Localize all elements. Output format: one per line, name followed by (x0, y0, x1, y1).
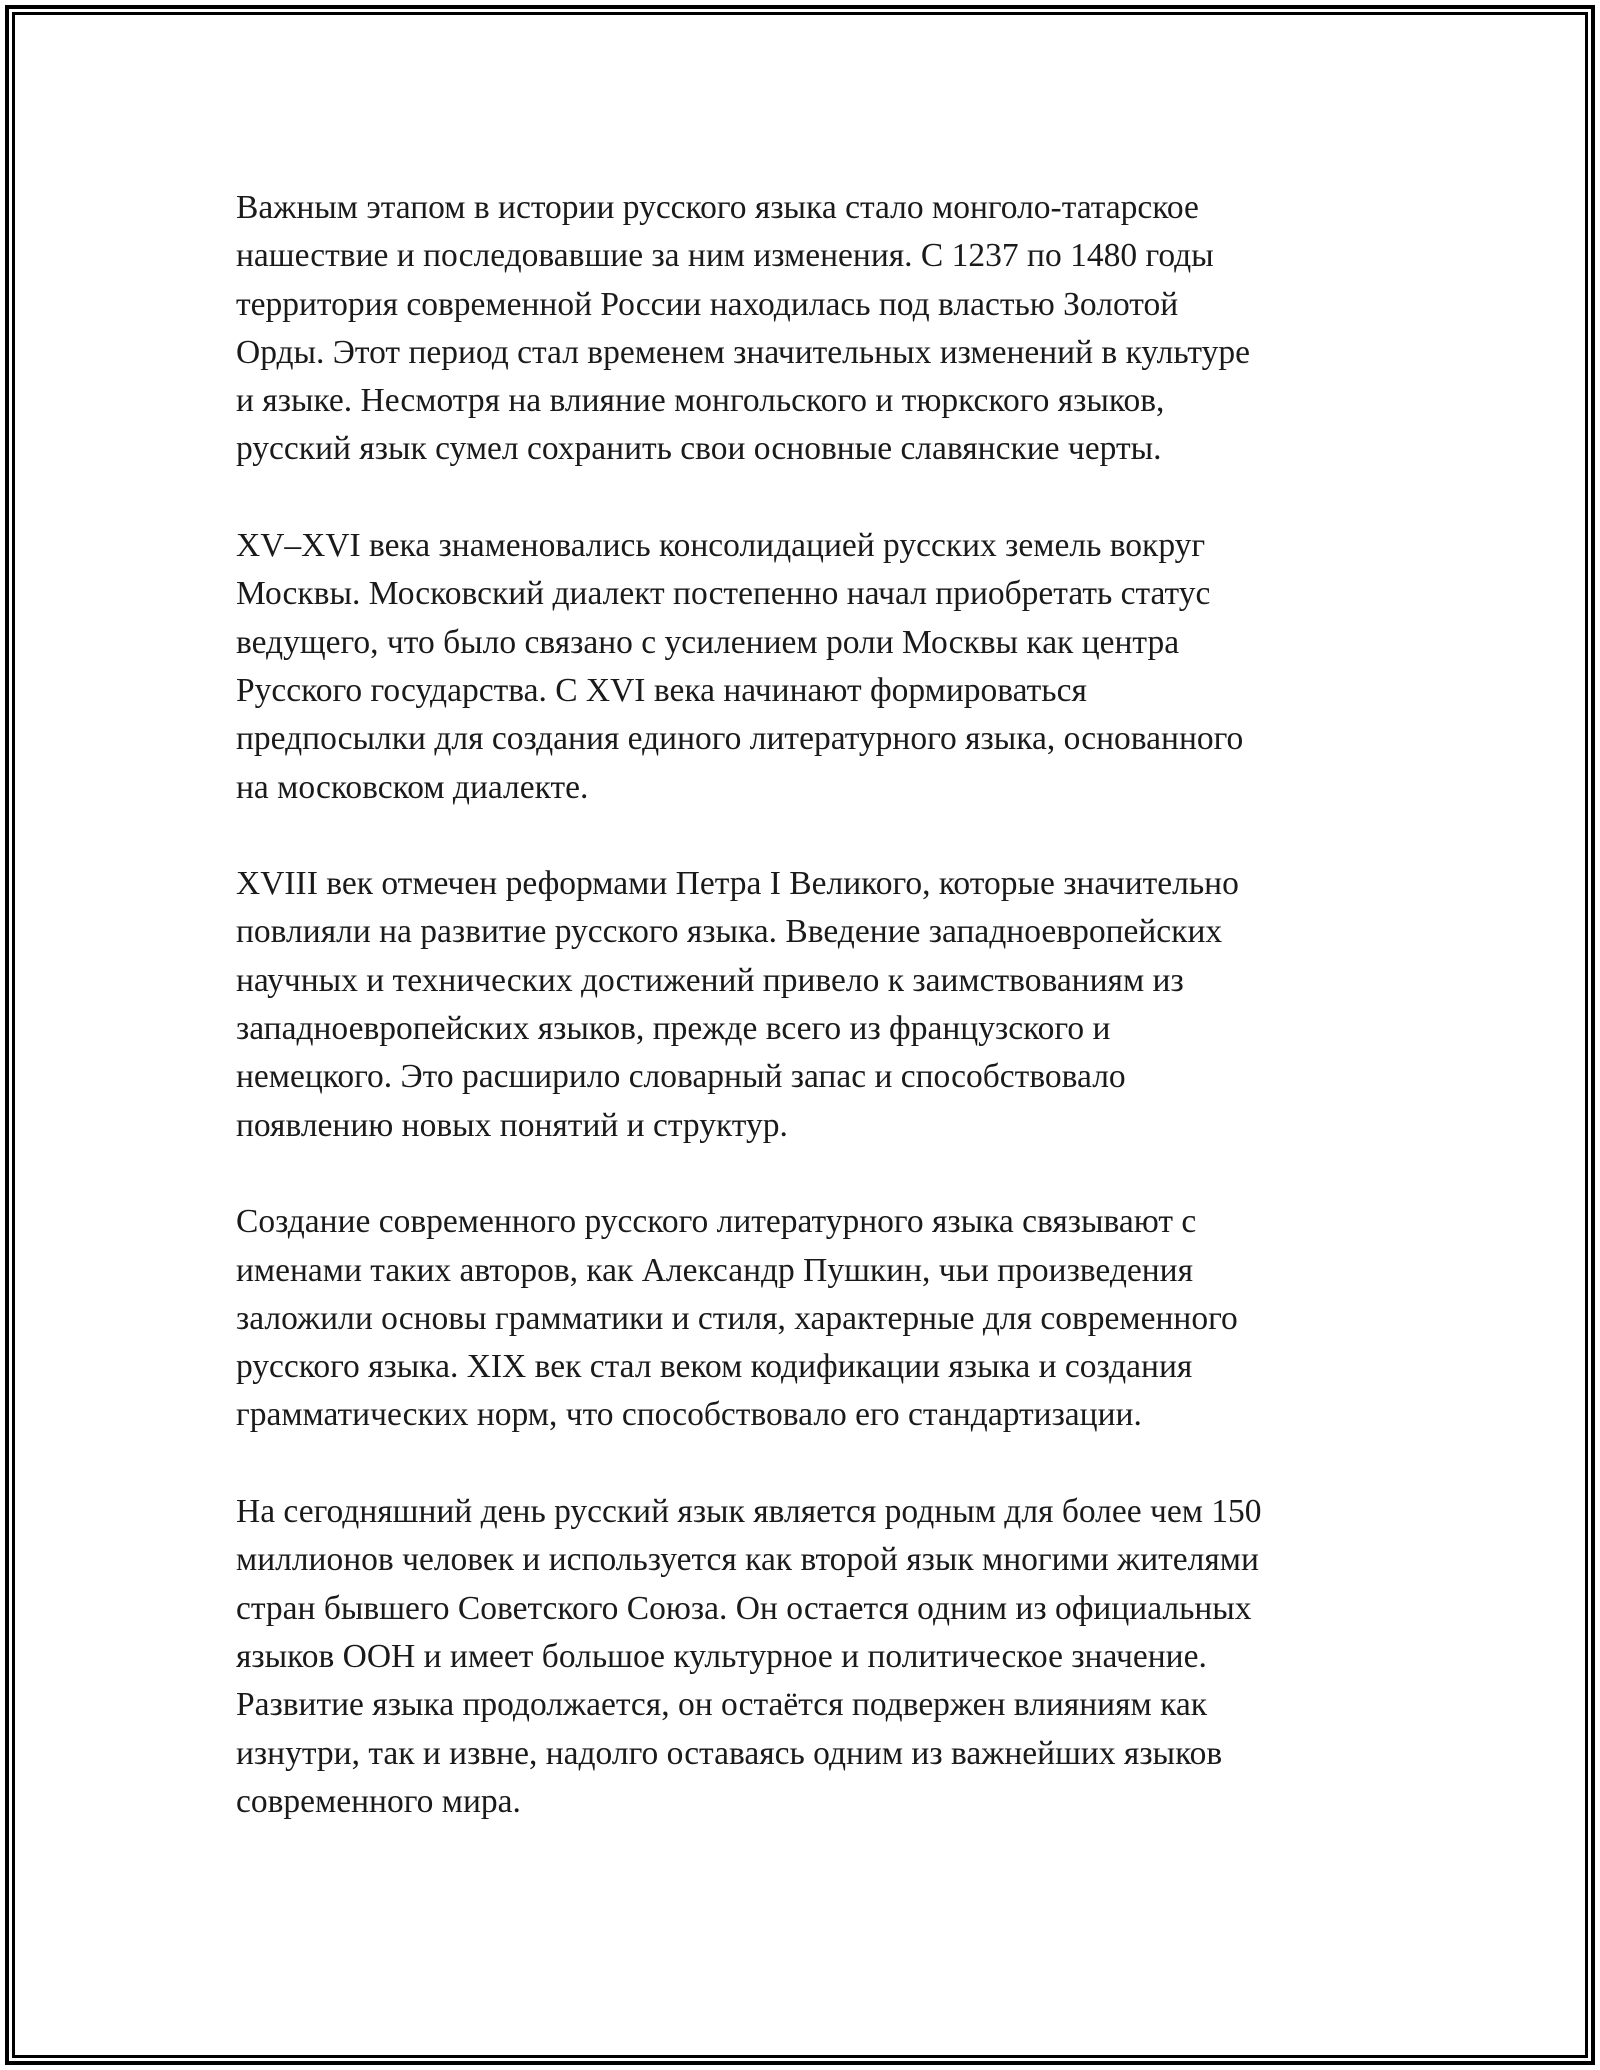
paragraph-moscow-consolidation: XV–XVI века знаменовались консолидацией русских земель вокруг Москвы. Московский диалект постепенно начал приобретать статус ведущего, что было связано с усилением роли Москвы как центра Русского государства. С XVI века начинают формироваться предпосылки для создания единого литературного языка, основанного на московском диалекте. (236, 527, 1244, 806)
paragraph-modern-literary-language: Создание современного русского литературного языка связывают с именами таких авторов, как Александр Пушкин, чьи произведения заложили основы грамматики и стиля, характерные для современного русского языка. XIX век стал веком кодификации языка и создания грамматических норм, что способствовало его стандартизации. (236, 1203, 1238, 1434)
paragraph-present-day: На сегодняшний день русский язык является родным для более чем 150 миллионов человек и используется как второй язык многими жителями стран бывшего Советского Союза. Он остается одним из официальных языков ООН и имеет большое культурное и политическое значение. Развитие языка продолжается, он остаётся подвержен влияниям как изнутри, так и извне, надолго оставаясь одним из важнейших языков современного мира. (236, 1493, 1262, 1820)
paragraph-peter-reforms: XVIII век отмечен реформами Петра I Великого, которые значительно повлияли на развитие русского языка. Введение западноевропейских научных и технических достижений привело к заимствованиям из западноевропейских языков, прежде всего из французского и немецкого. Это расширило словарный запас и способствовало появлению новых понятий и структур. (236, 865, 1239, 1144)
paragraph-mongol-invasion: Важным этапом в истории русского языка стало монголо-татарское нашествие и последовавшие за ним изменения. С 1237 по 1480 годы территория современной России находилась под властью Золотой Орды. Этот период стал временем значительных изменений в культуре и языке. Несмотря на влияние монгольского и тюркского языков, русский язык сумел сохранить свои основные славянские черты. (236, 189, 1250, 468)
document-body (236, 184, 1376, 1826)
